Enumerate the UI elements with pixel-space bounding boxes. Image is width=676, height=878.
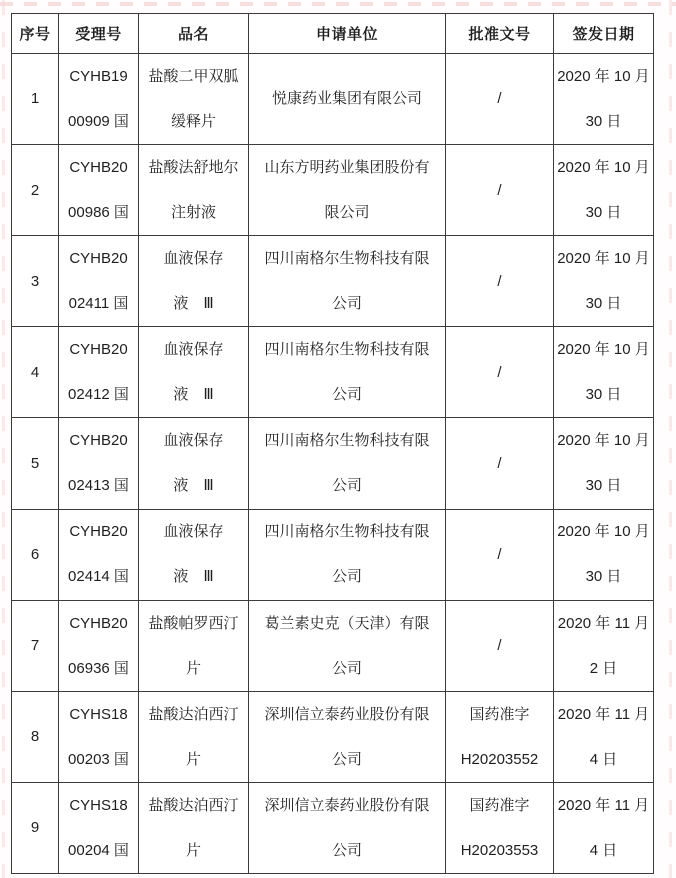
approval-number-cell xyxy=(446,783,553,873)
approval-number-cell xyxy=(446,327,553,417)
table-header-row xyxy=(12,14,654,54)
cell-line: 30 日 xyxy=(585,386,622,404)
serial-number-cell xyxy=(12,510,58,600)
cell-line: 山东方明药业集团股份有 xyxy=(264,159,430,176)
cell-line: 7 xyxy=(30,637,40,655)
column-header-serial-number: 序号 xyxy=(12,14,59,54)
cell-line: 2020 年 10 月 xyxy=(557,67,650,85)
cell-line: 2 xyxy=(30,181,40,199)
cell-line: CYHB20 xyxy=(69,614,128,632)
serial-number-cell xyxy=(12,54,58,144)
cell-line: 缓释片 xyxy=(170,112,216,130)
cell-line: 2020 年 11 月 xyxy=(557,705,650,723)
applicant-cell xyxy=(249,327,445,417)
cell-line: / xyxy=(497,454,502,472)
cell-line: 02411 国 xyxy=(68,295,129,313)
cell-line: 片 xyxy=(185,659,201,677)
cell-line: 公司 xyxy=(331,750,362,768)
cell-line: 公司 xyxy=(331,659,362,677)
scan-artifact-top xyxy=(0,2,676,6)
cell-line: 片 xyxy=(185,750,201,768)
cell-line: 00909 国 xyxy=(68,112,129,130)
applicant-cell xyxy=(249,510,445,600)
cell-line: 2020 年 10 月 xyxy=(557,250,650,268)
cell-line: 00204 国 xyxy=(68,841,129,859)
cell-line: / xyxy=(497,363,502,381)
issue-date-cell xyxy=(554,327,653,417)
column-header-product-name: 品名 xyxy=(139,14,249,54)
column-header-acceptance-number: 受理号 xyxy=(59,14,139,54)
cell-line: CYHB20 xyxy=(69,523,128,541)
cell-line: 四川南格尔生物科技有限 xyxy=(264,432,430,450)
cell-line: 葛兰素史克（天津）有限 xyxy=(264,614,430,632)
cell-line: 2020 年 10 月 xyxy=(557,341,650,359)
serial-number-cell xyxy=(12,601,58,691)
acceptance-number-cell xyxy=(59,783,138,873)
applicant-cell xyxy=(249,783,445,873)
cell-line: 盐酸达泊西汀 xyxy=(148,796,239,814)
acceptance-number-cell xyxy=(59,145,138,235)
cell-line: 液 Ⅲ xyxy=(173,295,214,313)
cell-line: 注射液 xyxy=(170,204,216,222)
cell-line: / xyxy=(497,272,502,290)
cell-line: 00986 国 xyxy=(68,204,129,222)
cell-line: 2020 年 10 月 xyxy=(557,523,650,541)
applicant-cell xyxy=(249,54,445,144)
product-name-cell xyxy=(139,418,248,508)
cell-line: 2020 年 10 月 xyxy=(557,159,650,176)
cell-line: 4 xyxy=(30,363,40,381)
table-body xyxy=(12,54,654,874)
cell-line: CYHB19 xyxy=(69,67,128,85)
product-name-cell xyxy=(139,145,248,235)
applicant-cell xyxy=(249,692,445,782)
acceptance-number-cell xyxy=(59,510,138,600)
approval-number-cell xyxy=(446,54,553,144)
cell-line: 3 xyxy=(30,272,40,290)
cell-line: 片 xyxy=(185,841,201,859)
serial-number-cell xyxy=(12,418,58,508)
product-name-cell xyxy=(139,692,248,782)
cell-line: / xyxy=(497,637,502,655)
table-row xyxy=(12,509,654,600)
acceptance-number-cell xyxy=(59,601,138,691)
approval-number-cell xyxy=(446,601,553,691)
cell-line: H20203553 xyxy=(460,841,539,859)
table-row xyxy=(12,782,654,873)
cell-line: 液 Ⅲ xyxy=(173,568,214,586)
cell-line: CYHS18 xyxy=(69,796,128,814)
acceptance-number-cell xyxy=(59,54,138,144)
serial-number-cell xyxy=(12,236,58,326)
table-row xyxy=(12,236,654,327)
cell-line: 盐酸帕罗西汀 xyxy=(148,614,239,632)
cell-line: 限公司 xyxy=(324,204,370,222)
cell-line: 盐酸法舒地尔 xyxy=(148,159,239,176)
acceptance-number-cell xyxy=(59,418,138,508)
cell-line: 30 日 xyxy=(585,112,622,130)
cell-line: / xyxy=(497,90,502,108)
issue-date-cell xyxy=(554,783,653,873)
cell-line: 国药准字 xyxy=(469,796,530,814)
scan-artifact-left xyxy=(2,0,5,878)
cell-line: CYHB20 xyxy=(69,432,128,450)
cell-line: 悦康药业集团有限公司 xyxy=(271,90,422,108)
product-name-cell xyxy=(139,601,248,691)
cell-line: 2020 年 11 月 xyxy=(557,614,650,632)
approval-number-cell xyxy=(446,145,553,235)
issue-date-cell xyxy=(554,692,653,782)
issue-date-cell xyxy=(554,601,653,691)
cell-line: 6 xyxy=(30,545,40,563)
acceptance-number-cell xyxy=(59,692,138,782)
cell-line: 盐酸二甲双胍 xyxy=(148,67,239,85)
cell-line: 30 日 xyxy=(585,204,622,222)
applicant-cell xyxy=(249,145,445,235)
cell-line: 02412 国 xyxy=(68,386,129,404)
cell-line: 2 日 xyxy=(589,659,618,677)
table-row xyxy=(12,145,654,236)
cell-line: CYHS18 xyxy=(69,705,128,723)
cell-line: 5 xyxy=(30,454,40,472)
issue-date-cell xyxy=(554,418,653,508)
table-row xyxy=(12,691,654,782)
cell-line: 00203 国 xyxy=(68,750,129,768)
cell-line: 30 日 xyxy=(585,568,622,586)
cell-line: 公司 xyxy=(331,477,362,495)
table-row xyxy=(12,600,654,691)
acceptance-number-cell xyxy=(59,327,138,417)
cell-line: 液 Ⅲ xyxy=(173,386,214,404)
cell-line: 公司 xyxy=(331,295,362,313)
serial-number-cell xyxy=(12,145,58,235)
approval-number-cell xyxy=(446,418,553,508)
cell-line: 深圳信立泰药业股份有限 xyxy=(264,705,430,723)
column-header-applicant: 申请单位 xyxy=(249,14,446,54)
cell-line: 四川南格尔生物科技有限 xyxy=(264,523,430,541)
cell-line: 公司 xyxy=(331,568,362,586)
issue-date-cell xyxy=(554,145,653,235)
cell-line: 深圳信立泰药业股份有限 xyxy=(264,796,430,814)
product-name-cell xyxy=(139,783,248,873)
cell-line: 液 Ⅲ xyxy=(173,477,214,495)
cell-line: CYHB20 xyxy=(69,341,128,359)
cell-line: 9 xyxy=(30,819,40,837)
cell-line: CYHB20 xyxy=(69,159,128,176)
cell-line: 血液保存 xyxy=(163,523,224,541)
applicant-cell xyxy=(249,236,445,326)
cell-line: 30 日 xyxy=(585,477,622,495)
cell-line: 血液保存 xyxy=(163,250,224,268)
acceptance-number-cell xyxy=(59,236,138,326)
cell-line: 公司 xyxy=(331,841,362,859)
product-name-cell xyxy=(139,510,248,600)
cell-line: 8 xyxy=(30,728,40,746)
cell-line: CYHB20 xyxy=(69,250,128,268)
table-row xyxy=(12,418,654,509)
issue-date-cell xyxy=(554,510,653,600)
applicant-cell xyxy=(249,601,445,691)
cell-line: 盐酸达泊西汀 xyxy=(148,705,239,723)
issue-date-cell xyxy=(554,236,653,326)
cell-line: 30 日 xyxy=(585,295,622,313)
cell-line: 国药准字 xyxy=(469,705,530,723)
cell-line: 2020 年 11 月 xyxy=(557,796,650,814)
cell-line: 四川南格尔生物科技有限 xyxy=(264,341,430,359)
column-header-issue-date: 签发日期 xyxy=(554,14,654,54)
column-header-approval-number: 批准文号 xyxy=(446,14,554,54)
cell-line: H20203552 xyxy=(460,750,539,768)
drug-approval-table xyxy=(11,13,654,874)
approval-number-cell xyxy=(446,692,553,782)
scan-artifact-right xyxy=(669,0,672,878)
cell-line: 四川南格尔生物科技有限 xyxy=(264,250,430,268)
table-row xyxy=(12,327,654,418)
cell-line: 02414 国 xyxy=(68,568,129,586)
cell-line: 02413 国 xyxy=(68,477,129,495)
serial-number-cell xyxy=(12,783,58,873)
cell-line: 4 日 xyxy=(589,750,618,768)
cell-line: / xyxy=(497,181,502,199)
product-name-cell xyxy=(139,236,248,326)
cell-line: 1 xyxy=(30,90,40,108)
cell-line: / xyxy=(497,545,502,563)
table-row xyxy=(12,54,654,145)
applicant-cell xyxy=(249,418,445,508)
issue-date-cell xyxy=(554,54,653,144)
serial-number-cell xyxy=(12,327,58,417)
serial-number-cell xyxy=(12,692,58,782)
cell-line: 公司 xyxy=(331,386,362,404)
product-name-cell xyxy=(139,327,248,417)
cell-line: 4 日 xyxy=(589,841,618,859)
cell-line: 血液保存 xyxy=(163,341,224,359)
cell-line: 06936 国 xyxy=(68,659,129,677)
cell-line: 血液保存 xyxy=(163,432,224,450)
product-name-cell xyxy=(139,54,248,144)
cell-line: 2020 年 10 月 xyxy=(557,432,650,450)
approval-number-cell xyxy=(446,236,553,326)
approval-number-cell xyxy=(446,510,553,600)
